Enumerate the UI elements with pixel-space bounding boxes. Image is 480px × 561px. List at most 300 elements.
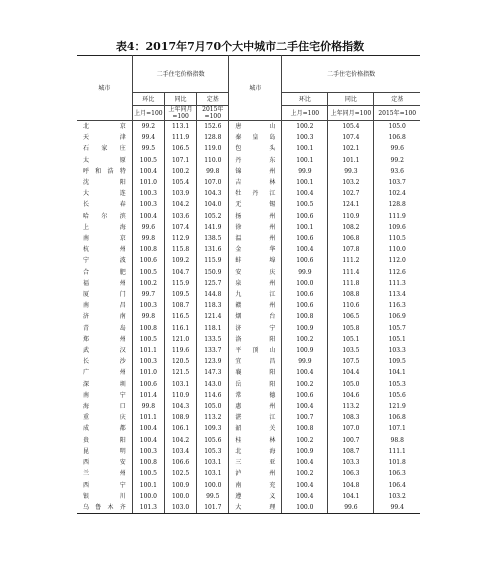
left-base-cell: 123.9 (197, 356, 229, 367)
right-mom-cell: 100.4 (282, 188, 328, 199)
right-yoy-cell: 103.5 (328, 345, 374, 356)
left-yoy-cell: 105.4 (164, 177, 196, 188)
right-base-cell: 103.3 (388, 347, 406, 355)
right-base-cell: 105.6 (388, 391, 406, 399)
left-yoy-cell: 104.7 (164, 267, 196, 278)
right-mom-cell: 100.2 (282, 379, 328, 390)
left-city-cell: 大连 (77, 188, 132, 199)
right-city-cell: 洛阳 (229, 334, 282, 345)
left-yoy-cell: 116.5 (164, 311, 196, 322)
left-base-cell: 152.6 (197, 121, 229, 133)
left-base-cell: 119.0 (197, 143, 229, 154)
right-base-cell: 111.3 (388, 279, 406, 287)
right-city-cell: 大理 (229, 502, 282, 514)
right-yoy-cell: 99.6 (328, 502, 374, 514)
right-mom-cell: 99.9 (282, 166, 328, 177)
left-city-cell: 合肥 (77, 267, 132, 278)
table-row (77, 155, 420, 166)
left-mom-cell: 100.4 (132, 166, 164, 177)
left-city-cell: 福州 (77, 278, 132, 289)
left-base-cell: 104.0 (197, 199, 229, 210)
right-city-cell: 北海 (229, 446, 282, 457)
left-base-cell: 128.8 (197, 132, 229, 143)
table-row (77, 502, 420, 514)
table-row (77, 367, 420, 378)
left-yoy-cell: 103.1 (164, 379, 196, 390)
right-yoy-cell: 102.1 (328, 143, 374, 154)
left-base-cell: 105.6 (197, 435, 229, 446)
right-base-cell: 110.5 (388, 235, 406, 243)
left-city-cell: 兰州 (77, 468, 132, 479)
mom-sub-left: 上月=100 (132, 106, 164, 121)
table-row (77, 188, 420, 199)
base-header-left: 定基 (197, 93, 229, 106)
left-mom-cell: 100.4 (132, 435, 164, 446)
right-yoy-cell: 104.8 (328, 480, 374, 491)
left-base-cell: 118.1 (197, 323, 229, 334)
right-city-cell: 常德 (229, 390, 282, 401)
left-city-cell: 长沙 (77, 356, 132, 367)
left-city-cell: 沈阳 (77, 177, 132, 188)
right-base-cell: 110.0 (388, 246, 406, 254)
right-mom-cell: 100.1 (282, 143, 328, 154)
right-mom-cell: 100.4 (282, 244, 328, 255)
right-yoy-cell: 101.1 (328, 155, 374, 166)
right-yoy-cell: 102.7 (328, 188, 374, 199)
left-city-cell: 青岛 (77, 323, 132, 334)
table-row (77, 267, 420, 278)
left-mom-cell: 99.6 (132, 222, 164, 233)
right-base-cell: 106.8 (388, 414, 406, 422)
table-row (77, 311, 420, 322)
left-mom-cell: 100.8 (132, 457, 164, 468)
left-yoy-cell: 109.2 (164, 255, 196, 266)
right-city-cell: 唐山 (229, 121, 282, 133)
left-base-cell: 99.8 (197, 166, 229, 177)
left-base-cell: 109.3 (197, 423, 229, 434)
right-mom-cell: 100.1 (282, 155, 328, 166)
left-yoy-cell: 111.9 (164, 132, 196, 143)
right-city-cell: 平顶山 (229, 345, 282, 356)
mom-header-left: 环比 (132, 93, 164, 106)
right-yoy-cell: 111.4 (328, 267, 374, 278)
right-yoy-cell: 107.4 (328, 132, 374, 143)
right-yoy-cell: 110.9 (328, 211, 374, 222)
right-mom-cell: 100.2 (282, 121, 328, 133)
right-city-cell: 扬州 (229, 211, 282, 222)
left-yoy-cell: 100.2 (164, 166, 196, 177)
left-base-cell: 143.0 (197, 379, 229, 390)
table-row (77, 177, 420, 188)
right-yoy-cell: 100.7 (328, 435, 374, 446)
table-row (77, 412, 420, 423)
table-row (77, 199, 420, 210)
left-base-cell: 144.8 (197, 289, 229, 300)
table-row (77, 289, 420, 300)
right-yoy-cell: 107.0 (328, 423, 374, 434)
right-yoy-cell: 105.4 (328, 121, 374, 133)
left-city-cell: 海口 (77, 401, 132, 412)
right-base-cell: 102.4 (388, 190, 406, 198)
table-row (77, 222, 420, 233)
left-city-cell: 石家庄 (77, 143, 132, 154)
right-city-cell: 无锡 (229, 199, 282, 210)
right-base-cell: 99.2 (390, 156, 404, 164)
left-mom-cell: 100.3 (132, 199, 164, 210)
table-title: 表4：2017年7月70个大中城市二手住宅价格指数 (115, 40, 365, 53)
right-yoy-cell: 107.5 (328, 356, 374, 367)
left-yoy-cell: 121.5 (164, 367, 196, 378)
yoy-header-left: 同比 (164, 93, 196, 106)
left-base-cell: 131.6 (197, 244, 229, 255)
left-city-cell: 昆明 (77, 446, 132, 457)
table-row (77, 143, 420, 154)
right-mom-cell: 100.5 (282, 199, 328, 210)
left-mom-cell: 100.3 (132, 188, 164, 199)
table-row (77, 166, 420, 177)
left-yoy-cell: 120.5 (164, 356, 196, 367)
left-city-cell: 济南 (77, 311, 132, 322)
left-base-cell: 150.9 (197, 267, 229, 278)
left-city-cell: 乌鲁木齐 (77, 502, 132, 514)
right-mom-cell: 100.4 (282, 367, 328, 378)
right-yoy-cell: 108.8 (328, 289, 374, 300)
left-yoy-cell: 121.0 (164, 334, 196, 345)
left-city-cell: 厦门 (77, 289, 132, 300)
left-base-cell: 115.9 (197, 255, 229, 266)
right-city-cell: 桂林 (229, 435, 282, 446)
right-base-cell: 106.4 (388, 481, 406, 489)
right-base-cell: 113.4 (388, 291, 406, 299)
table-row (77, 390, 420, 401)
left-yoy-cell: 107.1 (164, 155, 196, 166)
right-base-cell: 128.8 (388, 201, 406, 209)
left-city-cell: 西宁 (77, 480, 132, 491)
left-city-cell: 银川 (77, 491, 132, 502)
table-row (77, 379, 420, 390)
right-mom-cell: 100.2 (282, 468, 328, 479)
right-yoy-cell: 124.1 (328, 199, 374, 210)
left-yoy-cell: 106.6 (164, 457, 196, 468)
table-row (77, 255, 420, 266)
left-base-cell: 107.0 (197, 177, 229, 188)
right-city-cell: 岳阳 (229, 379, 282, 390)
left-mom-cell: 100.5 (132, 334, 164, 345)
right-base-cell: 107.1 (388, 425, 406, 433)
left-yoy-cell: 108.7 (164, 300, 196, 311)
right-yoy-cell: 104.1 (328, 491, 374, 502)
city-header-right: 城市 (229, 56, 282, 121)
base-sub-left: 2015年=100 (197, 106, 229, 121)
right-city-cell: 安庆 (229, 267, 282, 278)
left-city-cell: 西安 (77, 457, 132, 468)
left-mom-cell: 100.5 (132, 155, 164, 166)
right-city-cell: 济宁 (229, 323, 282, 334)
table-row (77, 233, 420, 244)
left-city-cell: 天津 (77, 132, 132, 143)
left-yoy-cell: 100.9 (164, 480, 196, 491)
left-mom-cell: 99.5 (132, 143, 164, 154)
right-yoy-cell: 111.2 (328, 255, 374, 266)
right-mom-cell: 100.2 (282, 435, 328, 446)
right-city-cell: 宜昌 (229, 356, 282, 367)
right-city-cell: 吉林 (229, 177, 282, 188)
left-base-cell: 105.0 (197, 401, 229, 412)
right-mom-cell: 100.4 (282, 401, 328, 412)
left-mom-cell: 99.4 (132, 132, 164, 143)
left-base-cell: 133.7 (197, 345, 229, 356)
right-base-cell: 104.1 (388, 369, 406, 377)
right-mom-cell: 100.6 (282, 390, 328, 401)
right-yoy-cell: 107.8 (328, 244, 374, 255)
left-city-cell: 贵阳 (77, 435, 132, 446)
right-base-cell: 121.9 (388, 403, 406, 411)
right-mom-cell: 100.0 (282, 502, 328, 514)
right-base-cell: 112.0 (388, 257, 406, 265)
left-city-cell: 哈尔滨 (77, 211, 132, 222)
right-yoy-cell: 104.6 (328, 390, 374, 401)
left-mom-cell: 101.4 (132, 390, 164, 401)
right-city-cell: 襄阳 (229, 367, 282, 378)
left-base-cell: 103.1 (197, 457, 229, 468)
right-city-cell: 赣州 (229, 300, 282, 311)
right-mom-cell: 100.0 (282, 278, 328, 289)
right-city-cell: 遵义 (229, 491, 282, 502)
right-city-cell: 九江 (229, 289, 282, 300)
right-yoy-cell: 110.6 (328, 300, 374, 311)
right-base-cell: 105.1 (388, 335, 406, 343)
right-mom-cell: 100.2 (282, 334, 328, 345)
base-header-right: 定基 (374, 93, 420, 106)
left-yoy-cell: 119.6 (164, 345, 196, 356)
left-mom-cell: 100.8 (132, 244, 164, 255)
left-mom-cell: 101.0 (132, 177, 164, 188)
right-city-cell: 金华 (229, 244, 282, 255)
left-yoy-cell: 115.9 (164, 278, 196, 289)
base-sub-right: 2015年=100 (374, 106, 420, 121)
right-city-cell: 温州 (229, 233, 282, 244)
yoy-header-right: 同比 (328, 93, 374, 106)
left-base-cell: 110.0 (197, 155, 229, 166)
left-mom-cell: 100.3 (132, 356, 164, 367)
left-mom-cell: 100.5 (132, 468, 164, 479)
left-mom-cell: 101.1 (132, 345, 164, 356)
right-base-cell: 111.9 (388, 212, 406, 220)
right-base-cell: 101.8 (388, 459, 406, 467)
left-yoy-cell: 116.1 (164, 323, 196, 334)
right-base-cell: 106.8 (388, 134, 406, 142)
table-row (77, 491, 420, 502)
right-yoy-cell: 106.3 (328, 468, 374, 479)
right-yoy-cell: 108.7 (328, 446, 374, 457)
right-yoy-cell: 106.8 (328, 233, 374, 244)
right-mom-cell: 100.3 (282, 132, 328, 143)
right-yoy-cell: 106.5 (328, 311, 374, 322)
table-row (77, 457, 420, 468)
table-row (77, 468, 420, 479)
right-city-cell: 湛江 (229, 412, 282, 423)
left-city-cell: 南京 (77, 233, 132, 244)
table-body (77, 121, 420, 514)
left-city-cell: 重庆 (77, 412, 132, 423)
left-yoy-cell: 106.1 (164, 423, 196, 434)
right-base-cell: 116.3 (388, 302, 406, 310)
right-mom-cell: 100.1 (282, 177, 328, 188)
left-city-cell: 南宁 (77, 390, 132, 401)
left-city-cell: 深圳 (77, 379, 132, 390)
left-base-cell: 100.0 (197, 480, 229, 491)
left-yoy-cell: 115.8 (164, 244, 196, 255)
left-base-cell: 121.4 (197, 311, 229, 322)
left-yoy-cell: 106.5 (164, 143, 196, 154)
left-city-cell: 郑州 (77, 334, 132, 345)
left-city-cell: 宁波 (77, 255, 132, 266)
left-city-cell: 北京 (77, 121, 132, 133)
left-base-cell: 114.6 (197, 390, 229, 401)
city-header-left: 城市 (77, 56, 132, 121)
right-base-cell: 99.4 (374, 502, 420, 514)
left-base-cell: 118.3 (197, 300, 229, 311)
left-yoy-cell: 103.4 (164, 446, 196, 457)
right-mom-cell: 100.1 (282, 222, 328, 233)
left-mom-cell: 99.8 (132, 311, 164, 322)
left-base-cell: 101.7 (197, 502, 229, 514)
left-mom-cell: 101.0 (132, 367, 164, 378)
right-yoy-cell: 108.3 (328, 412, 374, 423)
table-row (77, 356, 420, 367)
right-city-cell: 包头 (229, 143, 282, 154)
right-yoy-cell: 105.1 (328, 334, 374, 345)
right-base-cell: 105.3 (388, 380, 406, 388)
left-yoy-cell: 112.9 (164, 233, 196, 244)
right-base-cell: 103.7 (388, 179, 406, 187)
right-base-cell: 111.1 (388, 447, 406, 455)
right-base-cell: 105.0 (388, 123, 406, 130)
left-yoy-cell: 102.5 (164, 468, 196, 479)
right-yoy-cell: 108.2 (328, 222, 374, 233)
right-base-cell: 99.6 (390, 145, 404, 153)
right-mom-cell: 100.4 (282, 491, 328, 502)
left-mom-cell: 100.4 (132, 423, 164, 434)
right-base-cell: 98.8 (390, 436, 404, 444)
left-yoy-cell: 113.1 (164, 121, 196, 133)
left-base-cell: 113.2 (197, 412, 229, 423)
left-yoy-cell: 103.0 (164, 502, 196, 514)
price-index-table (77, 55, 420, 514)
table-row (77, 244, 420, 255)
right-city-cell: 徐州 (229, 222, 282, 233)
table-row (77, 300, 420, 311)
group-header-right: 二手住宅价格指数 (282, 56, 420, 93)
left-mom-cell: 99.7 (132, 289, 164, 300)
right-yoy-cell: 111.8 (328, 278, 374, 289)
right-base-cell: 105.7 (388, 324, 406, 332)
right-mom-cell: 99.9 (282, 267, 328, 278)
table-row (77, 345, 420, 356)
table-row (77, 323, 420, 334)
left-mom-cell: 100.0 (132, 491, 164, 502)
left-mom-cell: 99.8 (132, 401, 164, 412)
mom-header-right: 环比 (282, 93, 328, 106)
right-base-cell: 103.2 (388, 492, 406, 500)
left-base-cell: 138.5 (197, 233, 229, 244)
right-yoy-cell: 99.3 (328, 166, 374, 177)
left-mom-cell: 99.8 (132, 233, 164, 244)
right-yoy-cell: 104.4 (328, 367, 374, 378)
right-base-cell: 109.5 (388, 358, 406, 366)
right-mom-cell: 99.9 (282, 356, 328, 367)
right-city-cell: 秦皇岛 (229, 132, 282, 143)
right-mom-cell: 100.4 (282, 480, 328, 491)
left-yoy-cell: 110.9 (164, 390, 196, 401)
right-yoy-cell: 105.8 (328, 323, 374, 334)
left-mom-cell: 100.3 (132, 446, 164, 457)
left-city-cell: 杭州 (77, 244, 132, 255)
left-mom-cell: 100.1 (132, 480, 164, 491)
right-base-cell: 106.9 (388, 313, 406, 321)
left-yoy-cell: 104.2 (164, 199, 196, 210)
table-row (77, 132, 420, 143)
table-row (77, 423, 420, 434)
left-mom-cell: 101.1 (132, 412, 164, 423)
right-city-cell: 烟台 (229, 311, 282, 322)
left-base-cell: 105.2 (197, 211, 229, 222)
right-mom-cell: 100.9 (282, 345, 328, 356)
yoy-sub-right: 上年同月=100 (328, 106, 374, 121)
right-mom-cell: 100.6 (282, 233, 328, 244)
left-yoy-cell: 109.5 (164, 289, 196, 300)
table-row (77, 446, 420, 457)
left-mom-cell: 100.4 (132, 211, 164, 222)
right-city-cell: 丹东 (229, 155, 282, 166)
left-base-cell: 104.3 (197, 188, 229, 199)
right-base-cell: 112.6 (388, 268, 406, 276)
left-base-cell: 133.5 (197, 334, 229, 345)
mom-sub-right: 上月=100 (282, 106, 328, 121)
left-yoy-cell: 100.0 (164, 491, 196, 502)
right-mom-cell: 100.6 (282, 289, 328, 300)
left-base-cell: 103.1 (197, 468, 229, 479)
left-city-cell: 呼和浩特 (77, 166, 132, 177)
left-city-cell: 上海 (77, 222, 132, 233)
right-yoy-cell: 103.2 (328, 177, 374, 188)
table-row (77, 334, 420, 345)
right-yoy-cell: 113.2 (328, 401, 374, 412)
left-city-cell: 武汉 (77, 345, 132, 356)
left-yoy-cell: 103.9 (164, 188, 196, 199)
table-row (77, 278, 420, 289)
right-city-cell: 惠州 (229, 401, 282, 412)
left-city-cell: 长春 (77, 199, 132, 210)
left-city-cell: 南昌 (77, 300, 132, 311)
left-mom-cell: 99.2 (132, 121, 164, 133)
right-mom-cell: 100.6 (282, 211, 328, 222)
left-base-cell: 147.3 (197, 367, 229, 378)
left-yoy-cell: 107.4 (164, 222, 196, 233)
right-city-cell: 南充 (229, 480, 282, 491)
left-mom-cell: 100.5 (132, 267, 164, 278)
right-city-cell: 三亚 (229, 457, 282, 468)
left-base-cell: 141.9 (197, 222, 229, 233)
left-yoy-cell: 104.3 (164, 401, 196, 412)
table-row (77, 401, 420, 412)
right-mom-cell: 100.8 (282, 423, 328, 434)
left-mom-cell: 100.6 (132, 255, 164, 266)
right-base-cell: 109.6 (388, 223, 406, 231)
left-base-cell: 125.7 (197, 278, 229, 289)
left-mom-cell: 100.8 (132, 323, 164, 334)
left-city-cell: 太原 (77, 155, 132, 166)
